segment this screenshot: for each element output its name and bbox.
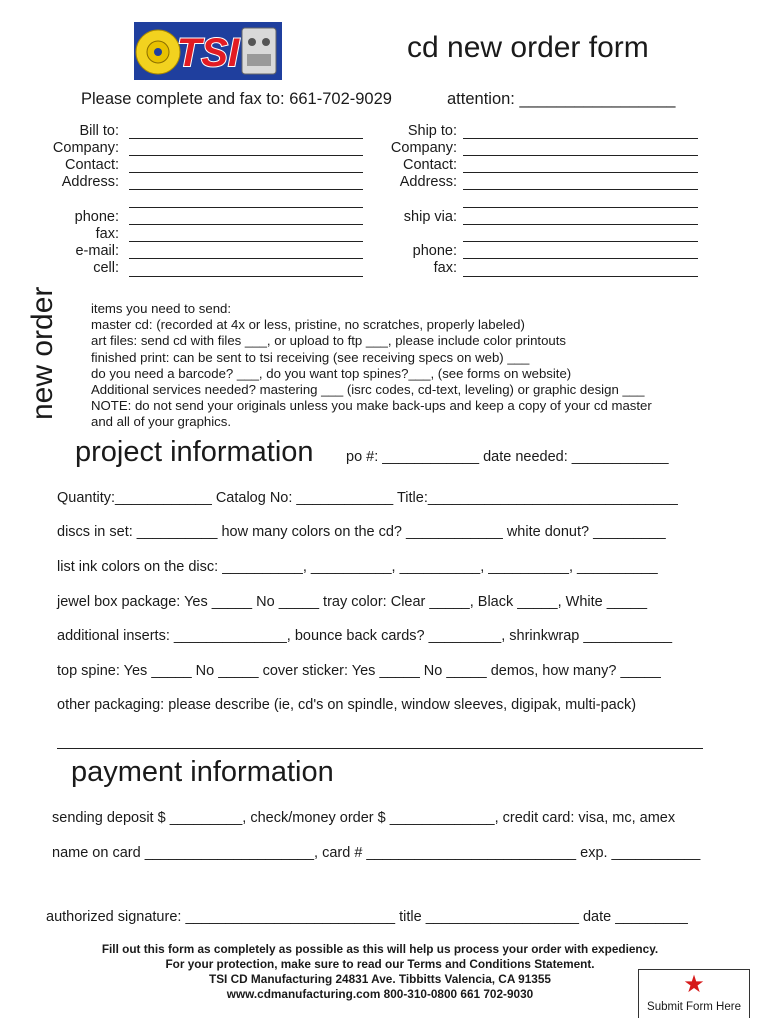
ship-address-field[interactable]	[463, 189, 698, 190]
list-item: items you need to send:	[91, 301, 232, 316]
quantity-catalog-title-row[interactable]: Quantity:____________ Catalog No: ____________ Title:_______________________________	[57, 490, 678, 506]
logo-text: TSI	[176, 31, 240, 75]
bill-address-field[interactable]	[129, 189, 363, 190]
payment-info-title: payment information	[71, 756, 334, 788]
bill-fax-label: fax:	[95, 226, 119, 242]
ship-via-label: ship via:	[403, 209, 457, 225]
ink-colors-row[interactable]: list ink colors on the disc: __________, __________, __________, __________, __________	[57, 559, 658, 575]
ship-contact-label: Contact:	[403, 157, 457, 173]
submit-form-label: Submit Form Here	[647, 1001, 741, 1013]
list-item: do you need a barcode? ___, do you want top spines?___, (see forms on website)	[91, 365, 572, 381]
bill-cell-label: cell:	[93, 260, 119, 276]
ship-company-field[interactable]	[463, 155, 698, 156]
project-info-title: project information	[75, 436, 314, 468]
ship-company-label: Company:	[390, 140, 457, 156]
card-name-number-exp-row[interactable]: name on card _____________________, card # __________________________ exp. ___________	[52, 845, 701, 861]
bill-company-label: Company:	[52, 140, 119, 156]
bill-to-field[interactable]	[129, 138, 363, 139]
ship-address-label: Address:	[399, 174, 457, 190]
ship-via-field[interactable]	[463, 224, 698, 225]
star-icon: ★	[683, 971, 705, 998]
bill-company-field[interactable]	[129, 155, 363, 156]
cassette-icon	[242, 28, 276, 74]
tsi-logo	[134, 22, 282, 80]
bill-to-label: Bill to:	[79, 123, 119, 139]
other-packaging-field[interactable]	[57, 748, 703, 749]
footer-line: TSI CD Manufacturing 24831 Ave. Tibbitts Valencia, CA 91355	[208, 972, 551, 986]
new-order-side-label: new order	[26, 286, 59, 420]
bill-address-label: Address:	[61, 174, 119, 190]
fax-instructions: Please complete and fax to: 661-702-9029	[81, 90, 392, 108]
ship-phone-field[interactable]	[463, 258, 698, 259]
spine-sticker-demos-row[interactable]: top spine: Yes _____ No _____ cover sticker: Yes _____ No _____ demos, how many? _____	[57, 663, 661, 679]
bill-email-field[interactable]	[129, 258, 363, 259]
bill-phone-label: phone:	[74, 209, 119, 225]
list-item: NOTE: do not send your originals unless you make back-ups and keep a copy of your cd master	[91, 398, 652, 414]
form-title: cd new order form	[407, 31, 649, 64]
ship-fax-field[interactable]	[463, 276, 698, 277]
deposit-check-credit-row[interactable]: sending deposit $ _________, check/money order $ _____________, credit card: visa, mc, amex	[52, 810, 676, 826]
footer-line: www.cdmanufacturing.com 800-310-0800 661 702-9030	[226, 987, 534, 1001]
list-item: art files: send cd with files ___, or upload to ftp ___, please include color printouts	[91, 333, 567, 349]
bill-email-label: e-mail:	[75, 243, 119, 259]
jewel-box-tray-row[interactable]: jewel box package: Yes _____ No _____ tray color: Clear _____, Black _____, White _____	[57, 594, 648, 610]
footer-line: For your protection, make sure to read our Terms and Conditions Statement.	[165, 957, 595, 971]
signature-title-date-row[interactable]: authorized signature: __________________________ title ___________________ date _________	[46, 909, 688, 925]
bill-cell-field[interactable]	[129, 276, 363, 277]
ship-address-field-2[interactable]	[463, 207, 698, 208]
other-packaging-label: other packaging: please describe (ie, cd's on spindle, window sleeves, digipak, multi-pack)	[57, 697, 637, 713]
footer-line: Fill out this form as completely as possible as this will help us process your order with expediency.	[101, 942, 659, 956]
list-item: Additional services needed? mastering ___ (isrc codes, cd-text, leveling) or graphic design ___	[91, 382, 645, 398]
list-item: finished print: can be sent to tsi receiving (see receiving specs on web) ___	[91, 349, 530, 365]
bill-address-field-2[interactable]	[129, 207, 363, 208]
discs-colors-donut-row[interactable]: discs in set: __________ how many colors on the cd? ____________ white donut? _________	[57, 524, 666, 540]
ship-to-field[interactable]	[463, 138, 698, 139]
footer	[40, 942, 720, 1002]
bill-phone-field[interactable]	[129, 224, 363, 225]
submit-form-button[interactable]	[638, 969, 750, 1018]
ship-fax-label: fax:	[433, 260, 457, 276]
ship-phone-label: phone:	[412, 243, 457, 259]
bill-contact-field[interactable]	[129, 172, 363, 173]
list-item: and all of your graphics.	[91, 414, 232, 430]
inserts-shrinkwrap-row[interactable]: additional inserts: ______________, bounce back cards? _________, shrinkwrap ___________	[57, 628, 673, 644]
ship-contact-field[interactable]	[463, 172, 698, 173]
po-date-needed-field[interactable]: po #: ____________ date needed: ____________	[346, 449, 669, 465]
list-item: master cd: (recorded at 4x or less, pristine, no scratches, properly labeled)	[91, 317, 525, 333]
bill-contact-label: Contact:	[65, 157, 119, 173]
attention-field[interactable]: attention: _________________	[447, 90, 676, 108]
bill-fax-field[interactable]	[129, 241, 363, 242]
ship-to-label: Ship to:	[407, 123, 457, 139]
items-list	[91, 301, 652, 431]
ship-via-field-2[interactable]	[463, 241, 698, 242]
